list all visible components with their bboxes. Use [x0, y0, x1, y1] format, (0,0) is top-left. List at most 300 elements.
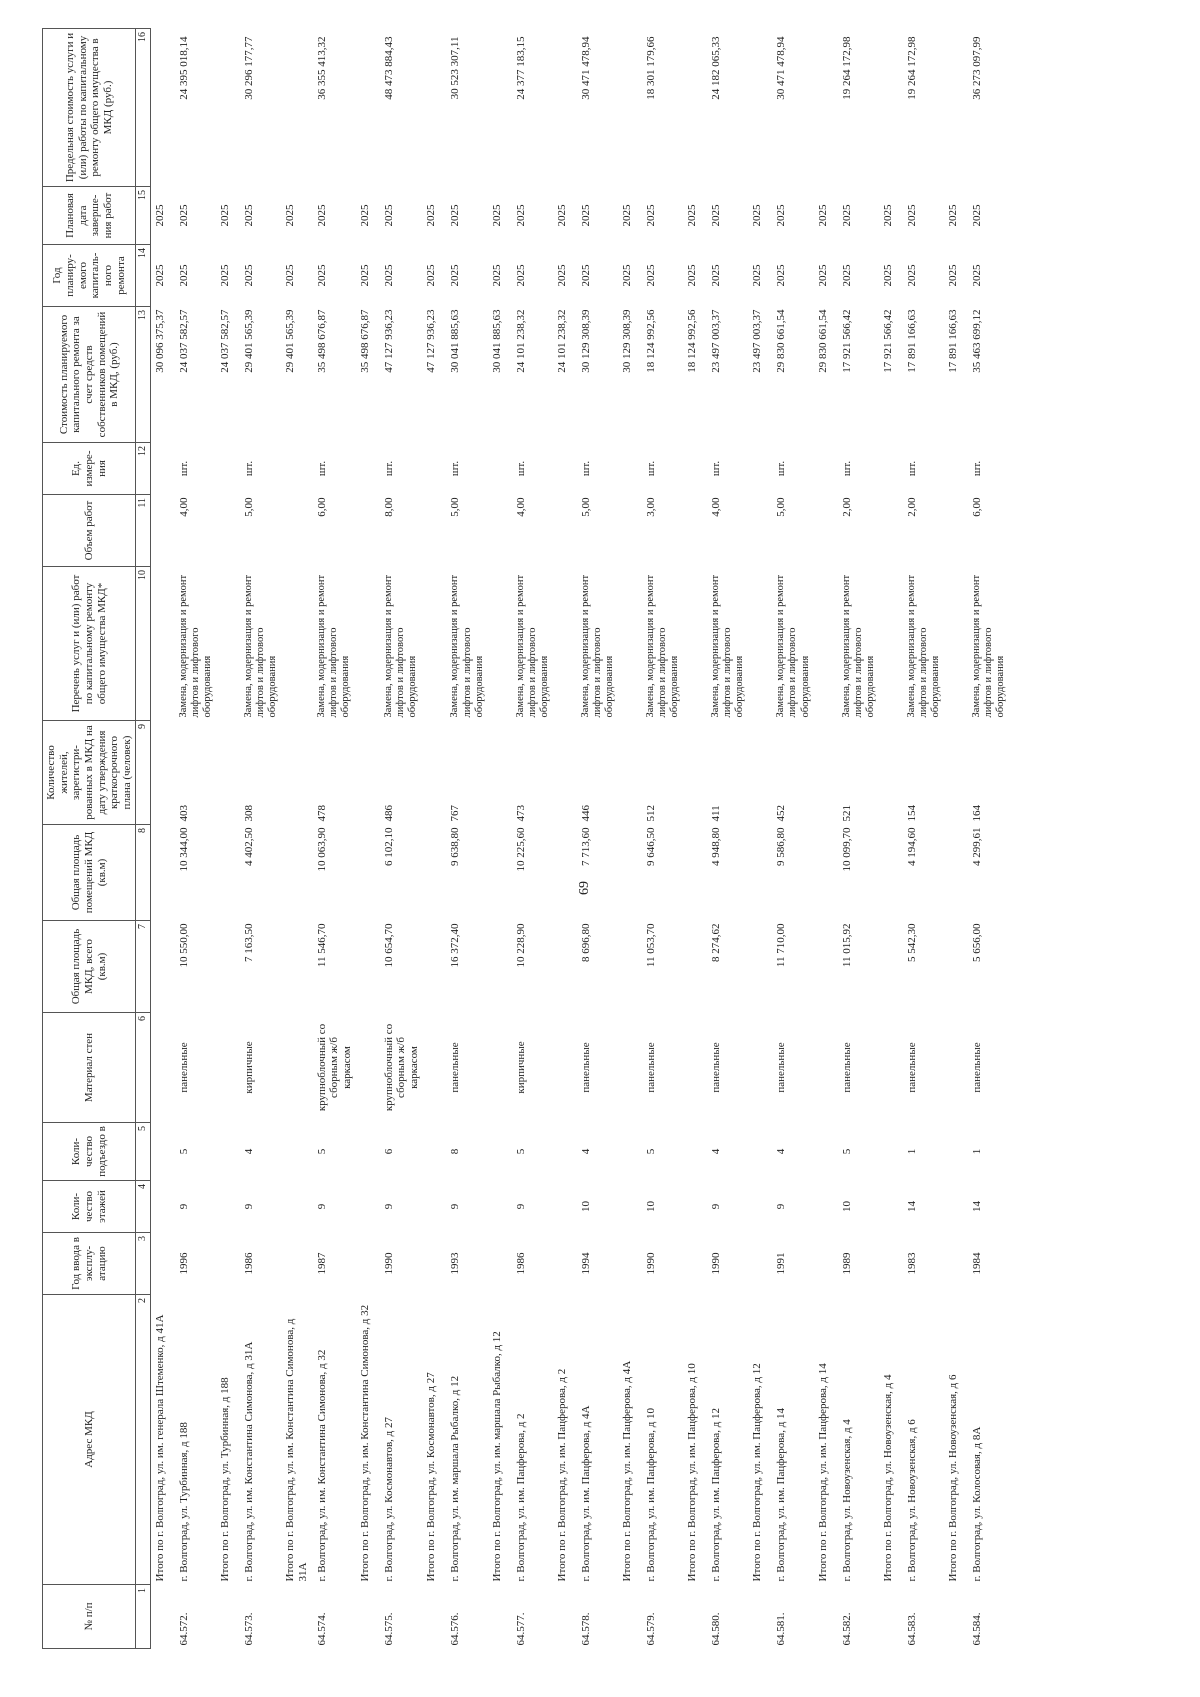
rooms-area: 7 713,60 [579, 827, 592, 866]
work-list: Замена, модернизация и ремонт лифтов и лифтового оборудования [970, 574, 1007, 718]
empty-cell [814, 567, 837, 721]
empty-cell [879, 921, 902, 1013]
empty-cell [422, 1013, 445, 1123]
empty-cell [748, 1013, 771, 1123]
commission-year: 1984 [970, 1252, 983, 1275]
rooms-area: 6 102,10 [382, 827, 395, 866]
empty-cell [150, 29, 174, 187]
table-row [902, 29, 944, 1649]
empty-cell [683, 1181, 706, 1233]
empty-cell [748, 1585, 771, 1649]
residents: 164 [970, 805, 983, 822]
table-row [837, 29, 879, 1649]
empty-cell [216, 825, 239, 921]
empty-cell [683, 443, 706, 495]
total-plan-year: 2025 [621, 264, 634, 287]
total-plan-year: 2025 [425, 264, 438, 287]
empty-cell [814, 1585, 837, 1649]
entrances: 5 [840, 1148, 853, 1155]
work-volume: 2,00 [840, 497, 853, 517]
plan-year: 2025 [579, 264, 592, 287]
entrances: 6 [382, 1148, 395, 1155]
empty-cell [683, 1013, 706, 1123]
address: г. Волгоград, ул. Космонавтов, д 27 [382, 1417, 395, 1582]
total-cost: 30 041 885,63 [490, 309, 503, 373]
empty-cell [488, 1233, 511, 1295]
unit: шт. [514, 460, 527, 477]
total-row [618, 29, 641, 1649]
empty-cell [216, 567, 239, 721]
empty-cell [553, 721, 576, 825]
row-number: 64.574. [315, 1612, 328, 1646]
empty-cell [879, 495, 902, 567]
repair-cost: 29 830 661,54 [775, 309, 788, 373]
plan-year: 2025 [382, 264, 395, 287]
empty-cell [814, 495, 837, 567]
residents: 521 [840, 805, 853, 822]
empty-cell [553, 1181, 576, 1233]
empty-cell [150, 1233, 174, 1295]
row-number: 64.579. [645, 1612, 658, 1646]
column-header: Стоимость планируемого капитального ремонта за счет средств собственников помещений в МКД, (руб.) [43, 307, 136, 443]
empty-cell [488, 443, 511, 495]
empty-cell [150, 721, 174, 825]
total-row [281, 29, 311, 1649]
floors: 9 [514, 1203, 527, 1210]
total-end-date: 2025 [881, 204, 894, 227]
empty-cell [216, 721, 239, 825]
repair-cost: 24 101 238,32 [514, 309, 527, 373]
work-list: Замена, модернизация и ремонт лифтов и лифтового оборудования [449, 574, 485, 718]
work-list: Замена, модернизация и ремонт лифтов и лифтового оборудования [243, 574, 279, 718]
entrances: 4 [775, 1148, 788, 1155]
empty-cell [879, 567, 902, 721]
empty-cell [281, 495, 311, 567]
empty-cell [281, 1585, 311, 1649]
total-label: Итого по г. Волгоград, ул. им. Константина Симонова, д 31А [284, 1318, 309, 1582]
repair-cost: 29 401 565,39 [243, 309, 256, 373]
table-row [967, 29, 1009, 1649]
empty-cell [281, 721, 311, 825]
unit: шт. [645, 460, 658, 477]
empty-cell [356, 1013, 379, 1123]
row-number: 64.572. [177, 1612, 190, 1646]
empty-cell [553, 443, 576, 495]
header-numbers-row [136, 29, 151, 1649]
empty-cell [683, 1585, 706, 1649]
work-list: Замена, модернизация и ремонт лифтов и лифтового оборудования [645, 574, 681, 718]
total-row [683, 29, 706, 1649]
table-row [174, 29, 216, 1649]
empty-cell [356, 495, 379, 567]
address: г. Волгоград, ул. Новоузенская, д 4 [840, 1419, 853, 1582]
empty-cell [281, 921, 311, 1013]
column-number: 11 [136, 495, 151, 567]
floors: 9 [775, 1203, 788, 1210]
floors: 9 [243, 1203, 256, 1210]
repair-cost: 17 891 166,63 [905, 309, 918, 373]
total-area: 8 696,80 [579, 923, 592, 962]
rooms-area: 4 299,61 [970, 827, 983, 866]
empty-cell [216, 1233, 239, 1295]
work-volume: 3,00 [645, 497, 658, 517]
commission-year: 1993 [449, 1252, 462, 1275]
total-end-date: 2025 [153, 204, 166, 227]
plan-year: 2025 [775, 264, 788, 287]
empty-cell [879, 1123, 902, 1181]
total-label: Итого по г. Волгоград, ул. Турбинная, д 188 [219, 1377, 232, 1582]
end-date: 2025 [514, 204, 527, 227]
address: г. Волгоград, ул. им. Пацферова, д 10 [645, 1407, 658, 1582]
wall-material: панельные [905, 1042, 918, 1093]
address: г. Волгоград, ул. им. Константина Симонова, д 31А [243, 1341, 256, 1582]
row-number: 64.580. [710, 1612, 723, 1646]
total-end-date: 2025 [686, 204, 699, 227]
empty-cell [683, 921, 706, 1013]
address: г. Волгоград, ул. Новоузенская, д 6 [905, 1419, 918, 1582]
column-number: 2 [136, 1295, 151, 1585]
table-body [150, 29, 1009, 1649]
empty-cell [748, 1123, 771, 1181]
total-area: 8 274,62 [710, 923, 723, 962]
empty-cell [422, 567, 445, 721]
column-number: 10 [136, 567, 151, 721]
empty-cell [422, 443, 445, 495]
empty-cell [944, 1123, 967, 1181]
floors: 10 [579, 1201, 592, 1212]
repair-cost: 30 129 308,39 [579, 309, 592, 373]
empty-cell [553, 1123, 576, 1181]
column-number: 7 [136, 921, 151, 1013]
limit-cost: 19 264 172,98 [905, 36, 918, 100]
plan-year: 2025 [449, 264, 462, 287]
column-number: 12 [136, 443, 151, 495]
table-row [379, 29, 423, 1649]
work-volume: 2,00 [905, 497, 918, 517]
empty-cell [814, 29, 837, 187]
total-cost: 30 129 308,39 [621, 309, 634, 373]
empty-cell [618, 1585, 641, 1649]
repair-cost: 17 921 566,42 [840, 309, 853, 373]
wall-material: панельные [177, 1042, 190, 1093]
column-number: 13 [136, 307, 151, 443]
empty-cell [422, 495, 445, 567]
empty-cell [944, 921, 967, 1013]
empty-cell [422, 721, 445, 825]
column-header: Предельная стоимость услуги и (или) работы по капитальному ремонту общего имущества в МКД (руб.) [43, 29, 136, 187]
empty-cell [683, 721, 706, 825]
floors: 10 [645, 1201, 658, 1212]
end-date: 2025 [315, 204, 328, 227]
empty-cell [281, 1233, 311, 1295]
total-area: 11 015,92 [840, 923, 853, 968]
entrances: 5 [645, 1148, 658, 1155]
empty-cell [216, 495, 239, 567]
empty-cell [879, 1585, 902, 1649]
wall-material: панельные [970, 1042, 983, 1093]
address: г. Волгоград, ул. Турбинная, д 188 [177, 1422, 190, 1582]
empty-cell [150, 1181, 174, 1233]
empty-cell [618, 1013, 641, 1123]
empty-cell [944, 1013, 967, 1123]
empty-cell [150, 921, 174, 1013]
rooms-area: 10 344,00 [177, 827, 190, 872]
total-plan-year: 2025 [816, 264, 829, 287]
wall-material: панельные [449, 1042, 462, 1093]
empty-cell [879, 29, 902, 187]
rooms-area: 9 646,50 [645, 827, 658, 866]
address: г. Волгоград, ул. им. Пацферова, д 14 [775, 1407, 788, 1582]
plan-year: 2025 [243, 264, 256, 287]
total-area: 10 550,00 [177, 923, 190, 968]
residents: 452 [775, 805, 788, 822]
total-cost: 18 124 992,56 [686, 309, 699, 373]
residents: 154 [905, 805, 918, 822]
capital-repair-table [42, 28, 1009, 1649]
unit: шт. [710, 460, 723, 477]
total-row [748, 29, 771, 1649]
residents: 446 [579, 805, 592, 822]
column-header: Объем работ [43, 495, 136, 567]
limit-cost: 30 523 307,11 [449, 36, 462, 100]
residents: 473 [514, 805, 527, 822]
total-end-date: 2025 [621, 204, 634, 227]
total-label: Итого по г. Волгоград, ул. им. генерала Штеменко, д 41А [153, 1314, 166, 1582]
row-number: 64.576. [449, 1612, 462, 1646]
total-end-date: 2025 [555, 204, 568, 227]
total-end-date: 2025 [425, 204, 438, 227]
commission-year: 1990 [645, 1252, 658, 1275]
empty-cell [281, 567, 311, 721]
total-label: Итого по г. Волгоград, ул. им. Пацферова, д 4А [621, 1360, 634, 1582]
empty-cell [422, 1233, 445, 1295]
empty-cell [683, 567, 706, 721]
work-list: Замена, модернизация и ремонт лифтов и лифтового оборудования [177, 574, 214, 718]
work-list: Замена, модернизация и ремонт лифтов и лифтового оборудования [905, 574, 941, 718]
commission-year: 1987 [315, 1252, 328, 1275]
end-date: 2025 [775, 204, 788, 227]
rooms-area: 9 586,80 [775, 827, 788, 866]
table-header [43, 29, 151, 1649]
entrances: 1 [905, 1148, 918, 1155]
empty-cell [356, 1123, 379, 1181]
column-header: Год планиру-емого капиталь-ного ремонта [43, 245, 136, 307]
empty-cell [553, 567, 576, 721]
address: г. Волгоград, ул. им. Пацферова, д 4А [579, 1405, 592, 1582]
total-cost: 17 891 166,63 [946, 309, 959, 373]
empty-cell [150, 567, 174, 721]
empty-cell [488, 921, 511, 1013]
empty-cell [944, 1585, 967, 1649]
empty-cell [748, 567, 771, 721]
end-date: 2025 [382, 204, 395, 227]
empty-cell [618, 721, 641, 825]
empty-cell [748, 1181, 771, 1233]
unit: шт. [905, 460, 918, 477]
column-header: Материал стен [43, 1013, 136, 1123]
total-row [356, 29, 379, 1649]
row-number: 64.577. [514, 1612, 527, 1646]
empty-cell [216, 1585, 239, 1649]
work-volume: 5,00 [579, 497, 592, 517]
empty-cell [814, 1233, 837, 1295]
table-row [445, 29, 487, 1649]
entrances: 5 [514, 1148, 527, 1155]
total-area: 16 372,40 [449, 923, 462, 968]
empty-cell [356, 1181, 379, 1233]
column-header: Год ввода в эксплу-атацию [43, 1233, 136, 1295]
plan-year: 2025 [905, 264, 918, 287]
empty-cell [814, 721, 837, 825]
empty-cell [814, 825, 837, 921]
empty-cell [488, 1585, 511, 1649]
column-number: 15 [136, 187, 151, 245]
empty-cell [553, 1585, 576, 1649]
address: г. Волгоград, ул. им. Пацферова, д 2 [514, 1413, 527, 1582]
total-area: 11 546,70 [315, 923, 328, 968]
total-row [879, 29, 902, 1649]
entrances: 8 [449, 1148, 462, 1155]
total-end-date: 2025 [816, 204, 829, 227]
column-header: Общая площадь МКД, всего (кв.м) [43, 921, 136, 1013]
total-label: Итого по г. Волгоград, ул. им. Пацферова, д 12 [751, 1363, 764, 1582]
column-header: Общая площадь помещений МКД (кв.м) [43, 825, 136, 921]
total-area: 10 228,90 [514, 923, 527, 968]
empty-cell [553, 921, 576, 1013]
limit-cost: 30 471 478,94 [579, 36, 592, 100]
rooms-area: 4 948,80 [710, 827, 723, 866]
work-volume: 4,00 [710, 497, 723, 517]
commission-year: 1991 [775, 1252, 788, 1275]
rooms-area: 10 063,90 [315, 827, 328, 872]
empty-cell [150, 495, 174, 567]
empty-cell [488, 495, 511, 567]
commission-year: 1983 [905, 1252, 918, 1275]
empty-cell [944, 567, 967, 721]
table-row [312, 29, 356, 1649]
total-cost: 30 096 375,37 [153, 309, 166, 373]
total-cost: 23 497 003,37 [751, 309, 764, 373]
unit: шт. [243, 460, 256, 477]
empty-cell [150, 443, 174, 495]
empty-cell [879, 721, 902, 825]
total-plan-year: 2025 [219, 264, 232, 287]
residents: 411 [710, 805, 723, 822]
empty-cell [748, 29, 771, 187]
repair-cost: 23 497 003,37 [710, 309, 723, 373]
column-number: 4 [136, 1181, 151, 1233]
empty-cell [281, 29, 311, 187]
unit: шт. [970, 460, 983, 477]
work-list: Замена, модернизация и ремонт лифтов и лифтового оборудования [382, 574, 418, 718]
unit: шт. [382, 460, 395, 477]
empty-cell [944, 1233, 967, 1295]
empty-cell [422, 1181, 445, 1233]
empty-cell [281, 825, 311, 921]
work-list: Замена, модернизация и ремонт лифтов и лифтового оборудования [579, 574, 615, 718]
work-volume: 6,00 [970, 497, 983, 517]
empty-cell [944, 721, 967, 825]
empty-cell [356, 825, 379, 921]
work-list: Замена, модернизация и ремонт лифтов и лифтового оборудования [840, 574, 876, 718]
total-row [944, 29, 967, 1649]
commission-year: 1989 [840, 1252, 853, 1275]
work-list: Замена, модернизация и ремонт лифтов и лифтового оборудования [710, 574, 746, 718]
work-list: Замена, модернизация и ремонт лифтов и лифтового оборудования [514, 574, 550, 718]
limit-cost: 30 296 177,77 [243, 36, 256, 100]
total-end-date: 2025 [946, 204, 959, 227]
empty-cell [488, 1013, 511, 1123]
empty-cell [553, 1013, 576, 1123]
empty-cell [553, 29, 576, 187]
column-header: Коли-чество этажей [43, 1181, 136, 1233]
table-row [576, 29, 618, 1649]
residents: 767 [449, 805, 462, 822]
unit: шт. [177, 460, 190, 477]
floors: 14 [905, 1201, 918, 1212]
commission-year: 1986 [243, 1252, 256, 1275]
limit-cost: 48 473 884,43 [382, 36, 395, 100]
empty-cell [356, 921, 379, 1013]
repair-cost: 30 041 885,63 [449, 309, 462, 373]
residents: 486 [382, 805, 395, 822]
column-header: Ед. измере-ния [43, 443, 136, 495]
row-number: 64.583. [905, 1612, 918, 1646]
empty-cell [814, 1013, 837, 1123]
row-number: 64.581. [775, 1612, 788, 1646]
empty-cell [683, 1123, 706, 1181]
empty-cell [748, 495, 771, 567]
empty-cell [553, 495, 576, 567]
rooms-area: 10 099,70 [840, 827, 853, 872]
empty-cell [879, 1181, 902, 1233]
empty-cell [422, 825, 445, 921]
total-cost: 29 401 565,39 [284, 309, 297, 373]
unit: шт. [315, 460, 328, 477]
total-end-date: 2025 [358, 204, 371, 227]
empty-cell [944, 443, 967, 495]
empty-cell [488, 567, 511, 721]
total-cost: 35 498 676,87 [358, 309, 371, 373]
total-area: 5 542,30 [905, 923, 918, 962]
floors: 10 [840, 1201, 853, 1212]
wall-material: панельные [775, 1042, 788, 1093]
empty-cell [281, 1123, 311, 1181]
end-date: 2025 [710, 204, 723, 227]
empty-cell [748, 721, 771, 825]
total-plan-year: 2025 [686, 264, 699, 287]
empty-cell [216, 1123, 239, 1181]
total-row [814, 29, 837, 1649]
end-date: 2025 [243, 204, 256, 227]
limit-cost: 36 273 097,99 [970, 36, 983, 100]
floors: 9 [177, 1203, 190, 1210]
empty-cell [944, 29, 967, 187]
total-row [488, 29, 511, 1649]
address: г. Волгоград, ул. им. Пацферова, д 12 [710, 1407, 723, 1582]
total-label: Итого по г. Волгоград, ул. Новоузенская, д 6 [946, 1374, 959, 1582]
address: г. Волгоград, ул. Колосовая, д 8А [970, 1426, 983, 1582]
total-plan-year: 2025 [555, 264, 568, 287]
column-header: № п/п [43, 1585, 136, 1649]
limit-cost: 24 377 183,15 [514, 36, 527, 100]
commission-year: 1986 [514, 1252, 527, 1275]
wall-material: кирпичные [243, 1041, 256, 1094]
wall-material: панельные [645, 1042, 658, 1093]
repair-cost: 35 498 676,87 [315, 309, 328, 373]
work-volume: 5,00 [775, 497, 788, 517]
total-label: Итого по г. Волгоград, ул. Новоузенская, д 4 [881, 1374, 894, 1582]
